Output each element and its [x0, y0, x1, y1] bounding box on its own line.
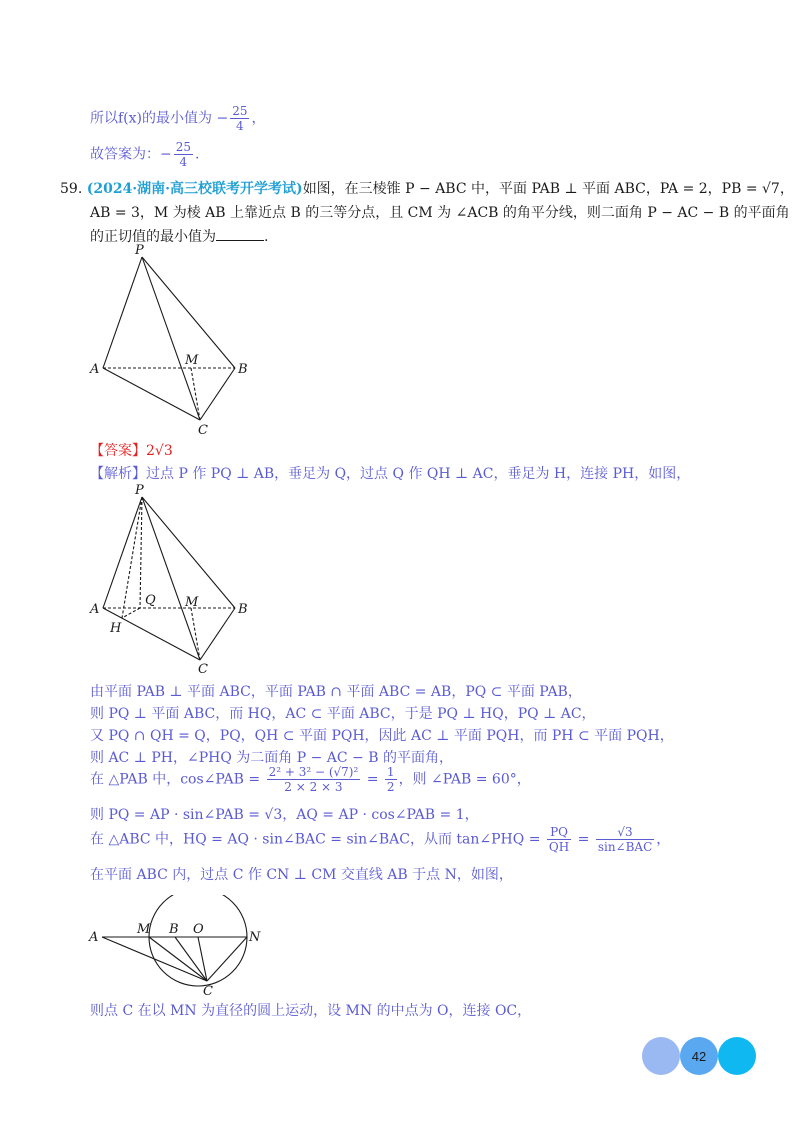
edge-pc — [142, 257, 200, 420]
frac-num: 25 — [232, 104, 248, 118]
equals: = — [366, 771, 379, 788]
problem-number: 59. — [60, 181, 83, 197]
step-3 — [90, 725, 674, 745]
frac-den: 4 — [236, 119, 244, 133]
answer-value: 2√3 — [146, 443, 173, 459]
frac-den: 4 — [179, 155, 188, 169]
step-text: 则点 C 在以 MN 为直径的圆上运动，设 MN 的中点为 O，连接 OC， — [90, 1003, 532, 1019]
fraction — [267, 765, 361, 794]
min-value-text: 所以f(x)的最小值为 − — [90, 110, 229, 127]
edge-mc — [191, 608, 200, 660]
frac-num: PQ — [547, 825, 571, 840]
segment-qh — [122, 608, 140, 618]
step-9 — [90, 1000, 531, 1020]
label-n: N — [249, 930, 261, 945]
answer-line — [90, 140, 199, 169]
label-p: P — [135, 483, 144, 498]
label-a: A — [89, 930, 99, 945]
fraction — [596, 825, 654, 854]
step-text: ，则 ∠PAB = 60°， — [398, 771, 531, 788]
frac-num: √3 — [596, 825, 654, 840]
edge-bc — [200, 368, 235, 420]
step-7 — [90, 825, 670, 854]
label-m: M — [185, 595, 199, 610]
figure-circle — [85, 895, 275, 1000]
label-q: Q — [145, 593, 156, 608]
problem-line-2 — [90, 202, 790, 222]
problem-line-1 — [60, 178, 794, 198]
figure-tetrahedron-2 — [85, 480, 265, 680]
edge-mc — [191, 368, 200, 420]
frac-den: sin∠BAC — [597, 840, 653, 854]
step-4 — [90, 747, 453, 767]
label-a: A — [90, 362, 100, 377]
step-text: 又 PQ ∩ QH = Q，PQ，QH ⊂ 平面 PQH，因此 AC ⊥ 平面 PQH，而 PH ⊂ 平面 PQH， — [90, 728, 674, 744]
step-text: 在平面 ABC 内，过点 C 作 CN ⊥ CM 交直线 AB 于点 N，如图， — [90, 867, 513, 883]
frac-num: 25 — [175, 140, 192, 154]
edge-pa — [103, 497, 142, 608]
label-p: P — [135, 243, 144, 258]
circle-mn — [149, 895, 247, 986]
step-8 — [90, 864, 513, 884]
frac-den: 2 — [386, 780, 395, 794]
edge-pb — [142, 257, 235, 368]
step-text: 由平面 PAB ⊥ 平面 ABC，平面 PAB ∩ 平面 ABC = AB，PQ ⊂ 平面 PAB， — [90, 684, 582, 700]
fraction — [174, 140, 193, 169]
step-2 — [90, 703, 596, 723]
figure-tetrahedron-1 — [85, 240, 265, 440]
label-o: O — [193, 922, 204, 937]
label-m: M — [185, 353, 199, 368]
step-text: 则 AC ⊥ PH，∠PHQ 为二面角 P − AC − B 的平面角， — [90, 750, 453, 766]
step-5 — [90, 765, 531, 794]
step-1 — [90, 681, 582, 701]
step-text: ， — [656, 831, 671, 848]
analysis-tag: 【解析】 — [90, 466, 146, 482]
segment-pq — [140, 497, 142, 608]
segment-nc — [207, 937, 247, 981]
label-c: C — [203, 984, 213, 999]
edge-pb — [142, 497, 235, 608]
label-b: B — [169, 922, 179, 937]
step-text: 在 △PAB 中，cos∠PAB = — [90, 771, 261, 788]
answer-block — [90, 440, 173, 460]
frac-num: 2² + 3² − (√7)² — [268, 765, 359, 779]
page-badge-left-circle — [642, 1037, 680, 1075]
fraction — [230, 104, 249, 133]
equals: = — [577, 831, 590, 848]
label-c: C — [198, 423, 208, 438]
fraction — [547, 825, 571, 854]
label-b: B — [238, 602, 248, 617]
problem-text: 的正切值的最小值为 — [90, 229, 216, 245]
tail: ， — [251, 110, 266, 127]
label-b: B — [238, 362, 248, 377]
min-value-line — [90, 104, 265, 133]
step-text: 在 △ABC 中，HQ = AQ · sin∠BAC = sin∠BAC，从而 tan∠PHQ = — [90, 831, 541, 848]
label-m: M — [137, 922, 151, 937]
frac-den: QH — [548, 840, 570, 854]
frac-num: 1 — [386, 765, 395, 779]
frac-den: 2 × 2 × 3 — [284, 780, 343, 794]
answer-tag: 【答案】 — [90, 443, 146, 459]
problem-text: . — [264, 229, 269, 245]
edge-ac — [103, 368, 200, 420]
edge-pa — [103, 257, 142, 368]
step-text: 则 PQ = AP · sin∠PAB = √3，AQ = AP · cos∠PAB = 1， — [90, 807, 479, 823]
label-c: C — [198, 662, 208, 677]
page-number: 42 — [680, 1037, 718, 1075]
fraction — [385, 765, 397, 794]
answer-text: 故答案为：− — [90, 146, 172, 163]
step-6 — [90, 804, 479, 824]
segment-ph — [122, 497, 142, 618]
problem-text: AB = 3，M 为棱 AB 上靠近点 B 的三等分点，且 CM 为 ∠ACB 的角平分线，则二面角 P − AC − B 的平面角 — [90, 205, 790, 221]
problem-text: 如图，在三棱锥 P − ABC 中，平面 PAB ⊥ 平面 ABC，PA = 2，PB = √7， — [302, 181, 794, 197]
step-text: 则 PQ ⊥ 平面 ABC，而 HQ，AC ⊂ 平面 ABC，于是 PQ ⊥ HQ，PQ ⊥ AC， — [90, 706, 596, 722]
label-h: H — [110, 621, 122, 636]
edge-pc — [142, 497, 200, 660]
segment-mc — [149, 937, 207, 981]
page-badge-right-circle — [718, 1037, 756, 1075]
problem-source: (2024·湖南·高三校联考开学考试) — [86, 181, 303, 197]
tail: . — [195, 146, 200, 163]
label-a: A — [90, 602, 100, 617]
edge-bc — [200, 608, 235, 660]
analysis-text: 过点 P 作 PQ ⊥ AB，垂足为 Q，过点 Q 作 QH ⊥ AC，垂足为 H，连接 PH，如图， — [146, 466, 691, 482]
